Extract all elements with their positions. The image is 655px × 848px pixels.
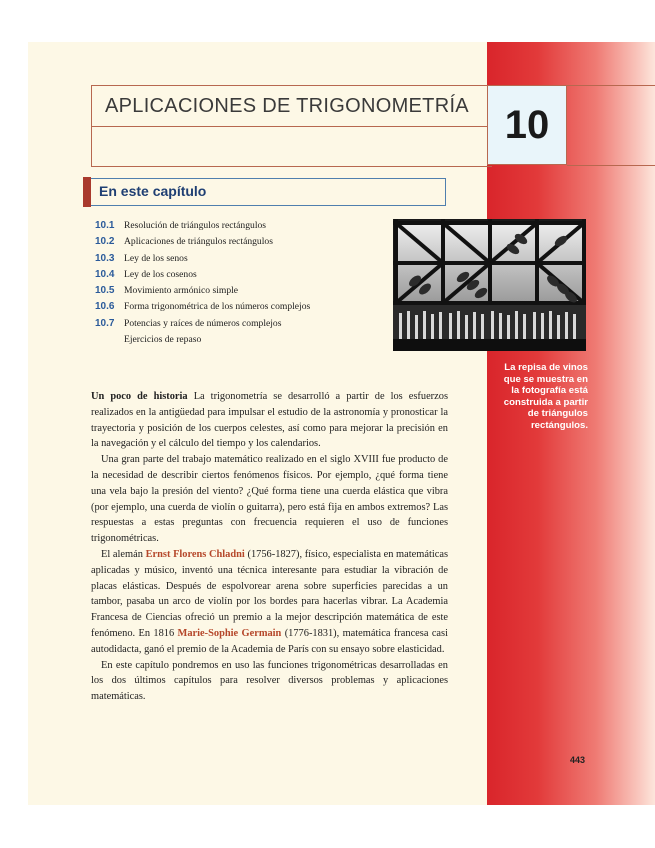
frame-line-top (567, 85, 655, 86)
chapter-title: APLICACIONES DE TRIGONOMETRÍA (105, 95, 469, 117)
paragraph: Una gran parte del trabajo matemático realizado en el siglo XVIII fue producto de la necesidad de describir ciertos fenómenos físicos. Por ejemplo, ¿qué forma tiene una vela bajo la presión del viento? ¿Qué forma tiene una cuerda elástica que vibra (por ejemplo, una cuerda de violín o guitarra), pero está fija en ambos extremos? Las respuestas a estas preguntas con frecuencia requieren el uso de funciones trigonométricas. (91, 454, 448, 545)
chapter-contents (95, 220, 310, 350)
person-name: Marie-Sophie Germain (177, 627, 282, 639)
toc-item[interactable]: 10.7 Potencias y raíces de números complejos (95, 317, 282, 329)
history-lead: Un poco de historia (91, 391, 188, 402)
paragraph: En este capítulo pondremos en uso las funciones trigonométricas desarrolladas en los dos últimos capítulos para resolver diversos problemas y aplicaciones matemáticas. (91, 659, 448, 703)
page-number: 443 (570, 755, 586, 765)
toc-item[interactable]: 10.2 Aplicaciones de triángulos rectángulos (95, 236, 273, 248)
person-name: Ernst Florens Chladni (145, 548, 245, 560)
section-heading-accent (83, 177, 91, 207)
wine-rack-photo (393, 219, 586, 351)
chapter-number: 10 (487, 85, 567, 165)
frame-line-bottom (567, 165, 655, 166)
chapter-intro-text (91, 389, 448, 705)
wine-rack-image (393, 219, 586, 351)
toc-item[interactable]: 10.4 Ley de los cosenos (95, 268, 197, 280)
toc-item[interactable]: Ejercicios de repaso (124, 334, 202, 346)
section-heading-box (84, 178, 446, 206)
photo-caption: La repisa de vinos que se muestra en la fotografía está construida a partir de triángulos rectángulos. (503, 362, 588, 431)
paragraph: Un poco de historia La trigonometría se desarrolló a partir de los esfuerzos realizados en la antigüedad para impulsar el estudio de la astronomía y pronosticar la trayectoria y posición de los cuerpos celestes, así como para mejorar la precisión en la navegación y el cálculo del tiempo y los calendarios. (91, 391, 448, 450)
toc-item[interactable]: 10.3 Ley de los senos (95, 252, 188, 264)
toc-item[interactable]: 10.5 Movimiento armónico simple (95, 285, 239, 297)
toc-item[interactable]: 10.6 Forma trigonométrica de los números complejos (95, 301, 311, 313)
paragraph: El alemán Ernst Florens Chladni (1756-1827), físico, especialista en matemáticas aplicadas y músico, inventó una técnica interesante para estudiar la vibración de placas elásticas. Después de espolvorear arena sobre superficies parecidas a un tambor, pasaba un arco de violín por los bordes para hacerlas vibrar. La Academia Francesa de Ciencias ofreció un premio a la mejor descripción matemática de este fenómeno. En 1816 Marie-Sophie Germain (1776-1831), matemática francesa casi autodidacta, ganó el premio de la Academia de París con su ensayo sobre elasticidad. (91, 548, 448, 655)
toc-item[interactable]: 10.1 Resolución de triángulos rectángulos (95, 220, 267, 231)
section-heading: En este capítulo (99, 183, 207, 199)
